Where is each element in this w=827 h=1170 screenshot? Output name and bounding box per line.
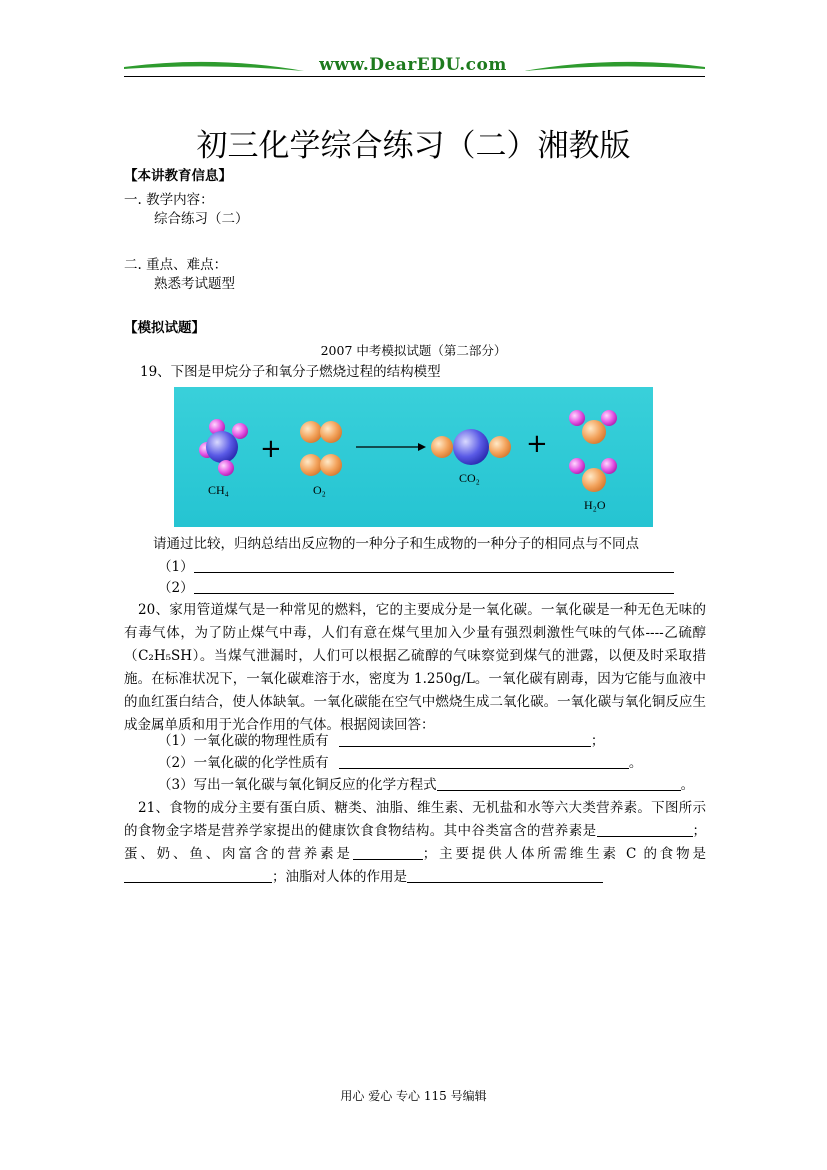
q19-answer-2-blank[interactable] — [194, 579, 674, 594]
content-value: 综合练习（二） — [154, 211, 249, 227]
q20-sub3-row — [158, 775, 694, 795]
test-subtitle: 2007 中考模拟试题（第二部分） — [320, 343, 507, 358]
q19-blank2-label: （2） — [158, 580, 194, 596]
q19-answer-2-row — [158, 578, 674, 598]
label-ch4: CH₄ — [208, 483, 229, 497]
section-info-heading: 【本讲教育信息】 — [124, 168, 232, 184]
q21-text — [124, 797, 706, 889]
page-title: 初三化学综合练习（二）湘教版 — [196, 128, 631, 164]
q19-answer-1-blank[interactable] — [194, 558, 674, 573]
ch4-molecule — [199, 419, 248, 476]
header-swoosh-left — [124, 57, 304, 77]
q20-sub3-label: （3）写出一氧化碳与氧化铜反应的化学方程式 — [158, 777, 437, 793]
q20-sub1-row — [158, 731, 604, 751]
q19-prompt: 请通过比较，归纳总结出反应物的一种分子和生成物的一种分子的相同点与不同点 — [153, 536, 639, 552]
site-logo: www.DearEDU.com — [319, 55, 507, 75]
section-test-heading: 【模拟试题】 — [124, 320, 205, 336]
q21-blank4[interactable] — [407, 868, 603, 883]
q19-stem: 19、下图是甲烷分子和氧分子燃烧过程的结构模型 — [140, 364, 441, 380]
q20-sub2-end: 。 — [628, 755, 643, 771]
q20-sub1-blank[interactable] — [339, 732, 591, 747]
o2-molecules — [300, 421, 342, 476]
q20-text: 20、家用管道煤气是一种常见的燃料，它的主要成分是一氧化碳。一氧化碳是一种无色无味的有毒气体，为了防止煤气中毒，人们有意在煤气里加入少量有强烈刺激性气味的气体----乙硫醇（C₂H₅SH）。当煤气泄漏时，人们可以根据乙硫醇的气味察觉到煤气的泄露，以便及时采取措施。在标准状况下，一氧化碳难溶于水，密度为 1.250g/L。一氧化碳有剧毒，因为它能与血液中的血红蛋白结合，使人体缺氧。一氧化碳能在空气中燃烧生成二氧化碳。一氧化碳与氧化铜反应生成金属单质和用于光合作用的气体。根据阅读回答： — [124, 602, 706, 733]
q21-blank2[interactable] — [353, 845, 423, 860]
plus-sign-1: + — [260, 434, 282, 464]
q21-part4: ；油脂对人体的作用是 — [272, 869, 407, 885]
q19-blank1-label: （1） — [158, 559, 194, 575]
keypoints-value: 熟悉考试题型 — [154, 276, 235, 292]
page-footer: 用心 爱心 专心 115 号编辑 — [340, 1089, 487, 1103]
q20-sub2-label: （2）一氧化碳的化学性质有 — [158, 755, 329, 771]
q20-sub2-blank[interactable] — [339, 754, 629, 769]
reaction-diagram — [174, 387, 653, 527]
header-rule — [124, 76, 705, 77]
plus-sign-2: + — [526, 429, 548, 459]
reaction-arrow-head — [418, 443, 426, 451]
q21-part1: 21、食物的成分主要有蛋白质、糖类、油脂、维生素、无机盐和水等六大类营养素。下图所示的食物金字塔是营养学家提出的健康饮食食物结构。其中谷类富含的营养素是 — [124, 800, 706, 839]
h2o-molecules — [569, 410, 617, 492]
q21-part3: ；主要提供人体所需维生素 C 的食物是 — [422, 846, 706, 862]
co2-molecule — [431, 429, 511, 465]
label-co2: CO₂ — [459, 471, 480, 485]
q21-blank3[interactable] — [124, 868, 272, 883]
label-h2o: H₂O — [584, 498, 606, 512]
label-o2: O₂ — [313, 483, 326, 497]
q20-sub3-end: 。 — [680, 777, 695, 793]
q21-part2: ；蛋、奶、鱼、肉富含的营养素是 — [124, 823, 706, 862]
q20-sub1-end: ； — [590, 733, 605, 749]
molecule-model-svg — [174, 387, 653, 527]
q20-sub1-label: （1）一氧化碳的物理性质有 — [158, 733, 329, 749]
header-swoosh-right — [524, 57, 705, 77]
content-label: 一. 教学内容： — [124, 192, 214, 208]
keypoints-label: 二. 重点、难点： — [124, 257, 228, 273]
q20-sub2-row — [158, 753, 642, 773]
q21-blank1[interactable] — [597, 822, 693, 837]
q19-answer-1-row — [158, 557, 674, 577]
q20-sub3-blank[interactable] — [437, 776, 681, 791]
